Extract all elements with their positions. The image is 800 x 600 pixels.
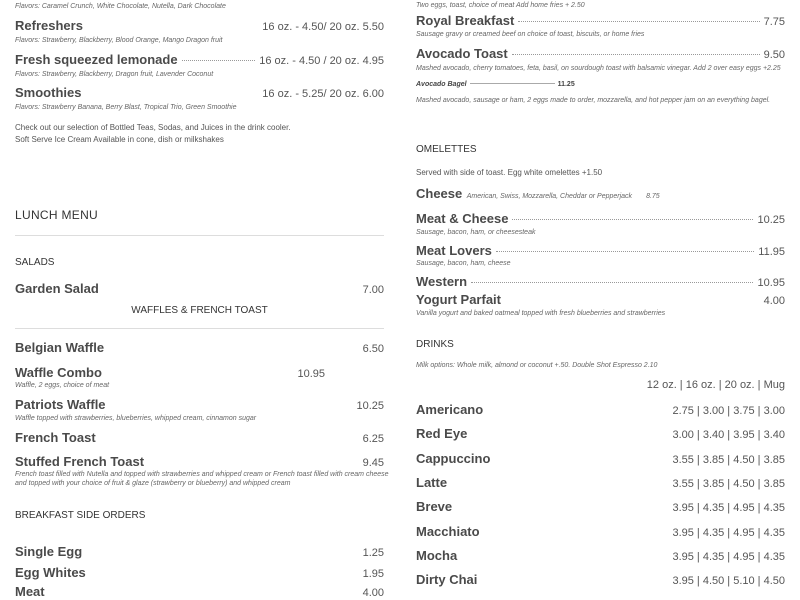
item-desc: Sausage gravy or creamed beef on choice of toast, biscuits, or home fries (416, 31, 645, 38)
item-name: Garden Salad (15, 281, 99, 296)
drink-row (416, 403, 785, 418)
drink-row (416, 427, 785, 442)
menu-item (15, 585, 384, 600)
item-price: 1.25 (362, 547, 384, 559)
menu-item (416, 14, 785, 29)
drink-prices: 3.95 | 4.35 | 4.95 | 4.35 (672, 550, 785, 563)
menu-item (416, 244, 785, 259)
drink-name: Red Eye (416, 426, 468, 442)
menu-item (15, 86, 384, 101)
item-desc: Vanilla yogurt and baked oatmeal topped with fresh blueberries and strawberries (416, 310, 666, 317)
leader-dots (512, 219, 753, 220)
item-desc: Flavors: Strawberry, Blackberry, Dragon fruit, Lavender Coconut (15, 71, 214, 78)
divider (15, 328, 384, 329)
item-desc: Flavors: Strawberry, Blackberry, Blood Orange, Mango Dragon fruit (15, 37, 223, 44)
drink-row (416, 476, 785, 491)
drink-prices: 3.95 | 4.50 | 5.10 | 4.50 (672, 575, 785, 588)
item-name: Patriots Waffle (15, 397, 106, 412)
menu-item (15, 431, 384, 446)
drink-prices: 2.75 | 3.00 | 3.75 | 3.00 (672, 405, 785, 417)
menu-item (416, 47, 785, 62)
item-name: Avocado Bagel (416, 81, 467, 88)
item-name: Cheese (416, 186, 463, 201)
item-name: Meat & Cheese (416, 211, 509, 226)
item-name: Single Egg (15, 544, 83, 559)
item-price: 10.25 (356, 400, 384, 412)
menu-item (416, 293, 785, 308)
item-price: 4.00 (362, 587, 384, 599)
drink-name: Cappuccino (416, 450, 491, 466)
sizes-header: 12 oz. | 16 oz. | 20 oz. | Mug (646, 379, 785, 391)
item-name: Yogurt Parfait (416, 292, 501, 307)
item-desc: French toast filled with Nutella and topped with strawberries and whipped cream or French toast filled with cream cheese (15, 471, 389, 478)
flavors-desc: Flavors: Caramel Crunch, White Chocolate, Nutella, Dark Chocolate (15, 3, 226, 10)
drink-row (416, 452, 785, 467)
item-desc: Waffle, 2 eggs, choice of meat (15, 382, 110, 389)
item-name: Stuffed French Toast (15, 454, 145, 469)
ice-cream-note: Soft Serve Ice Cream Available in cone, dish or milkshakes (15, 135, 224, 144)
item-name: Avocado Toast (416, 46, 508, 61)
item-desc: Mashed avocado, cherry tomatoes, feta, basil, on sourdough toast with balsamic vinegar. Add 2 over easy eggs +2.25 (416, 65, 781, 72)
drink-cooler-note: Check out our selection of Bottled Teas, Sodas, and Juices in the drink cooler. (15, 123, 291, 132)
item-price: 16 oz. - 4.50 / 20 oz. 4.95 (259, 55, 384, 67)
drink-row (416, 549, 785, 564)
menu-item (15, 545, 384, 560)
drink-row (416, 500, 785, 515)
drink-prices: 3.00 | 3.40 | 3.95 | 3.40 (672, 429, 785, 442)
item-price: 10.95 (297, 368, 325, 380)
drink-prices: 3.55 | 3.85 | 4.50 | 3.85 (672, 453, 785, 466)
item-price: 9.50 (763, 49, 785, 61)
menu-item (15, 282, 384, 297)
omelettes-title: OMELETTES (416, 144, 477, 155)
menu-item (15, 19, 384, 34)
sides-title: BREAKFAST SIDE ORDERS (15, 510, 146, 521)
menu-item (15, 366, 384, 381)
leader-dots (512, 54, 760, 55)
drink-name: Dirty Chai (416, 572, 478, 588)
item-name: Waffle Combo (15, 365, 102, 380)
divider (15, 235, 384, 236)
menu-item (416, 275, 785, 290)
drink-name: Americano (416, 402, 484, 417)
item-desc: and topped with your choice of fruit & glaze (strawberry or blueberry) and whipped cream (15, 480, 291, 487)
menu-item (15, 341, 384, 356)
item-price: 16 oz. - 4.50/ 20 oz. 5.50 (262, 21, 384, 33)
drink-row (416, 573, 785, 588)
waffles-title: WAFFLES & FRENCH TOAST (131, 305, 268, 316)
drink-prices: 3.95 | 4.35 | 4.95 | 4.35 (672, 502, 785, 515)
item-price: 8.75 (646, 193, 660, 200)
drinks-title: DRINKS (416, 339, 454, 350)
item-price: 9.45 (362, 457, 384, 469)
menu-item (15, 53, 384, 68)
drink-prices: 3.55 | 3.85 | 4.50 | 3.85 (672, 477, 785, 490)
item-name: Egg Whites (15, 565, 86, 580)
menu-item (15, 455, 384, 470)
item-desc: Flavors: Strawberry Banana, Berry Blast, Tropical Trio, Green Smoothie (15, 104, 237, 111)
leader-line (470, 83, 555, 84)
leader-dots (518, 21, 759, 22)
menu-item (15, 398, 384, 413)
item-desc: Two eggs, toast, choice of meat Add home fries + 2.50 (416, 2, 585, 9)
lunch-menu-title: LUNCH MENU (15, 208, 99, 222)
item-name: Meat (15, 584, 45, 599)
salads-title: SALADS (15, 257, 55, 268)
menu-item (416, 212, 785, 227)
item-name: Belgian Waffle (15, 340, 105, 355)
leader-dots (496, 251, 754, 252)
item-price: 6.50 (362, 343, 384, 355)
item-price: 6.25 (362, 433, 384, 445)
leader-dots (471, 282, 753, 283)
leader-dots (182, 60, 256, 61)
item-name: Fresh squeezed lemonade (15, 52, 178, 67)
item-price: 7.00 (362, 284, 384, 296)
menu-item (416, 187, 785, 201)
drinks-note: Milk options: Whole milk, almond or coconut +.50. Double Shot Espresso 2.10 (416, 362, 658, 369)
item-desc: Sausage, bacon, ham, cheese (416, 260, 511, 267)
item-name: Royal Breakfast (416, 13, 515, 28)
drink-row (416, 525, 785, 540)
item-name: Refreshers (15, 18, 83, 33)
drink-prices: 3.95 | 4.35 | 4.95 | 4.35 (672, 526, 785, 539)
item-name: French Toast (15, 430, 96, 445)
menu-item (416, 81, 785, 89)
drink-name: Macchiato (416, 523, 480, 539)
item-price: 4.00 (763, 295, 785, 307)
item-desc: American, Swiss, Mozzarella, Cheddar or Pepperjack (466, 193, 633, 200)
item-name: Western (416, 274, 468, 289)
item-name: Meat Lovers (416, 243, 492, 258)
item-price: 11.95 (758, 246, 785, 258)
item-desc: Waffle topped with strawberries, blueberries, whipped cream, cinnamon sugar (15, 415, 257, 422)
omelettes-note: Served with side of toast. Egg white omelettes +1.50 (416, 168, 603, 177)
item-name: Smoothies (15, 85, 82, 100)
item-price: 10.95 (757, 277, 785, 289)
item-price: 10.25 (757, 214, 785, 226)
item-desc: Sausage, bacon, ham, or cheesesteak (416, 229, 536, 236)
item-price: 11.25 (557, 81, 575, 88)
drink-name: Latte (416, 474, 448, 490)
item-desc: Mashed avocado, sausage or ham, 2 eggs made to order, mozzarella, and hot pepper jam on an everything bagel. (416, 97, 771, 104)
drink-name: Mocha (416, 547, 458, 563)
item-price: 1.95 (362, 568, 384, 580)
drink-name: Breve (416, 499, 453, 515)
item-price: 16 oz. - 5.25/ 20 oz. 6.00 (262, 88, 384, 100)
menu-item (15, 566, 384, 581)
item-price: 7.75 (763, 16, 785, 28)
